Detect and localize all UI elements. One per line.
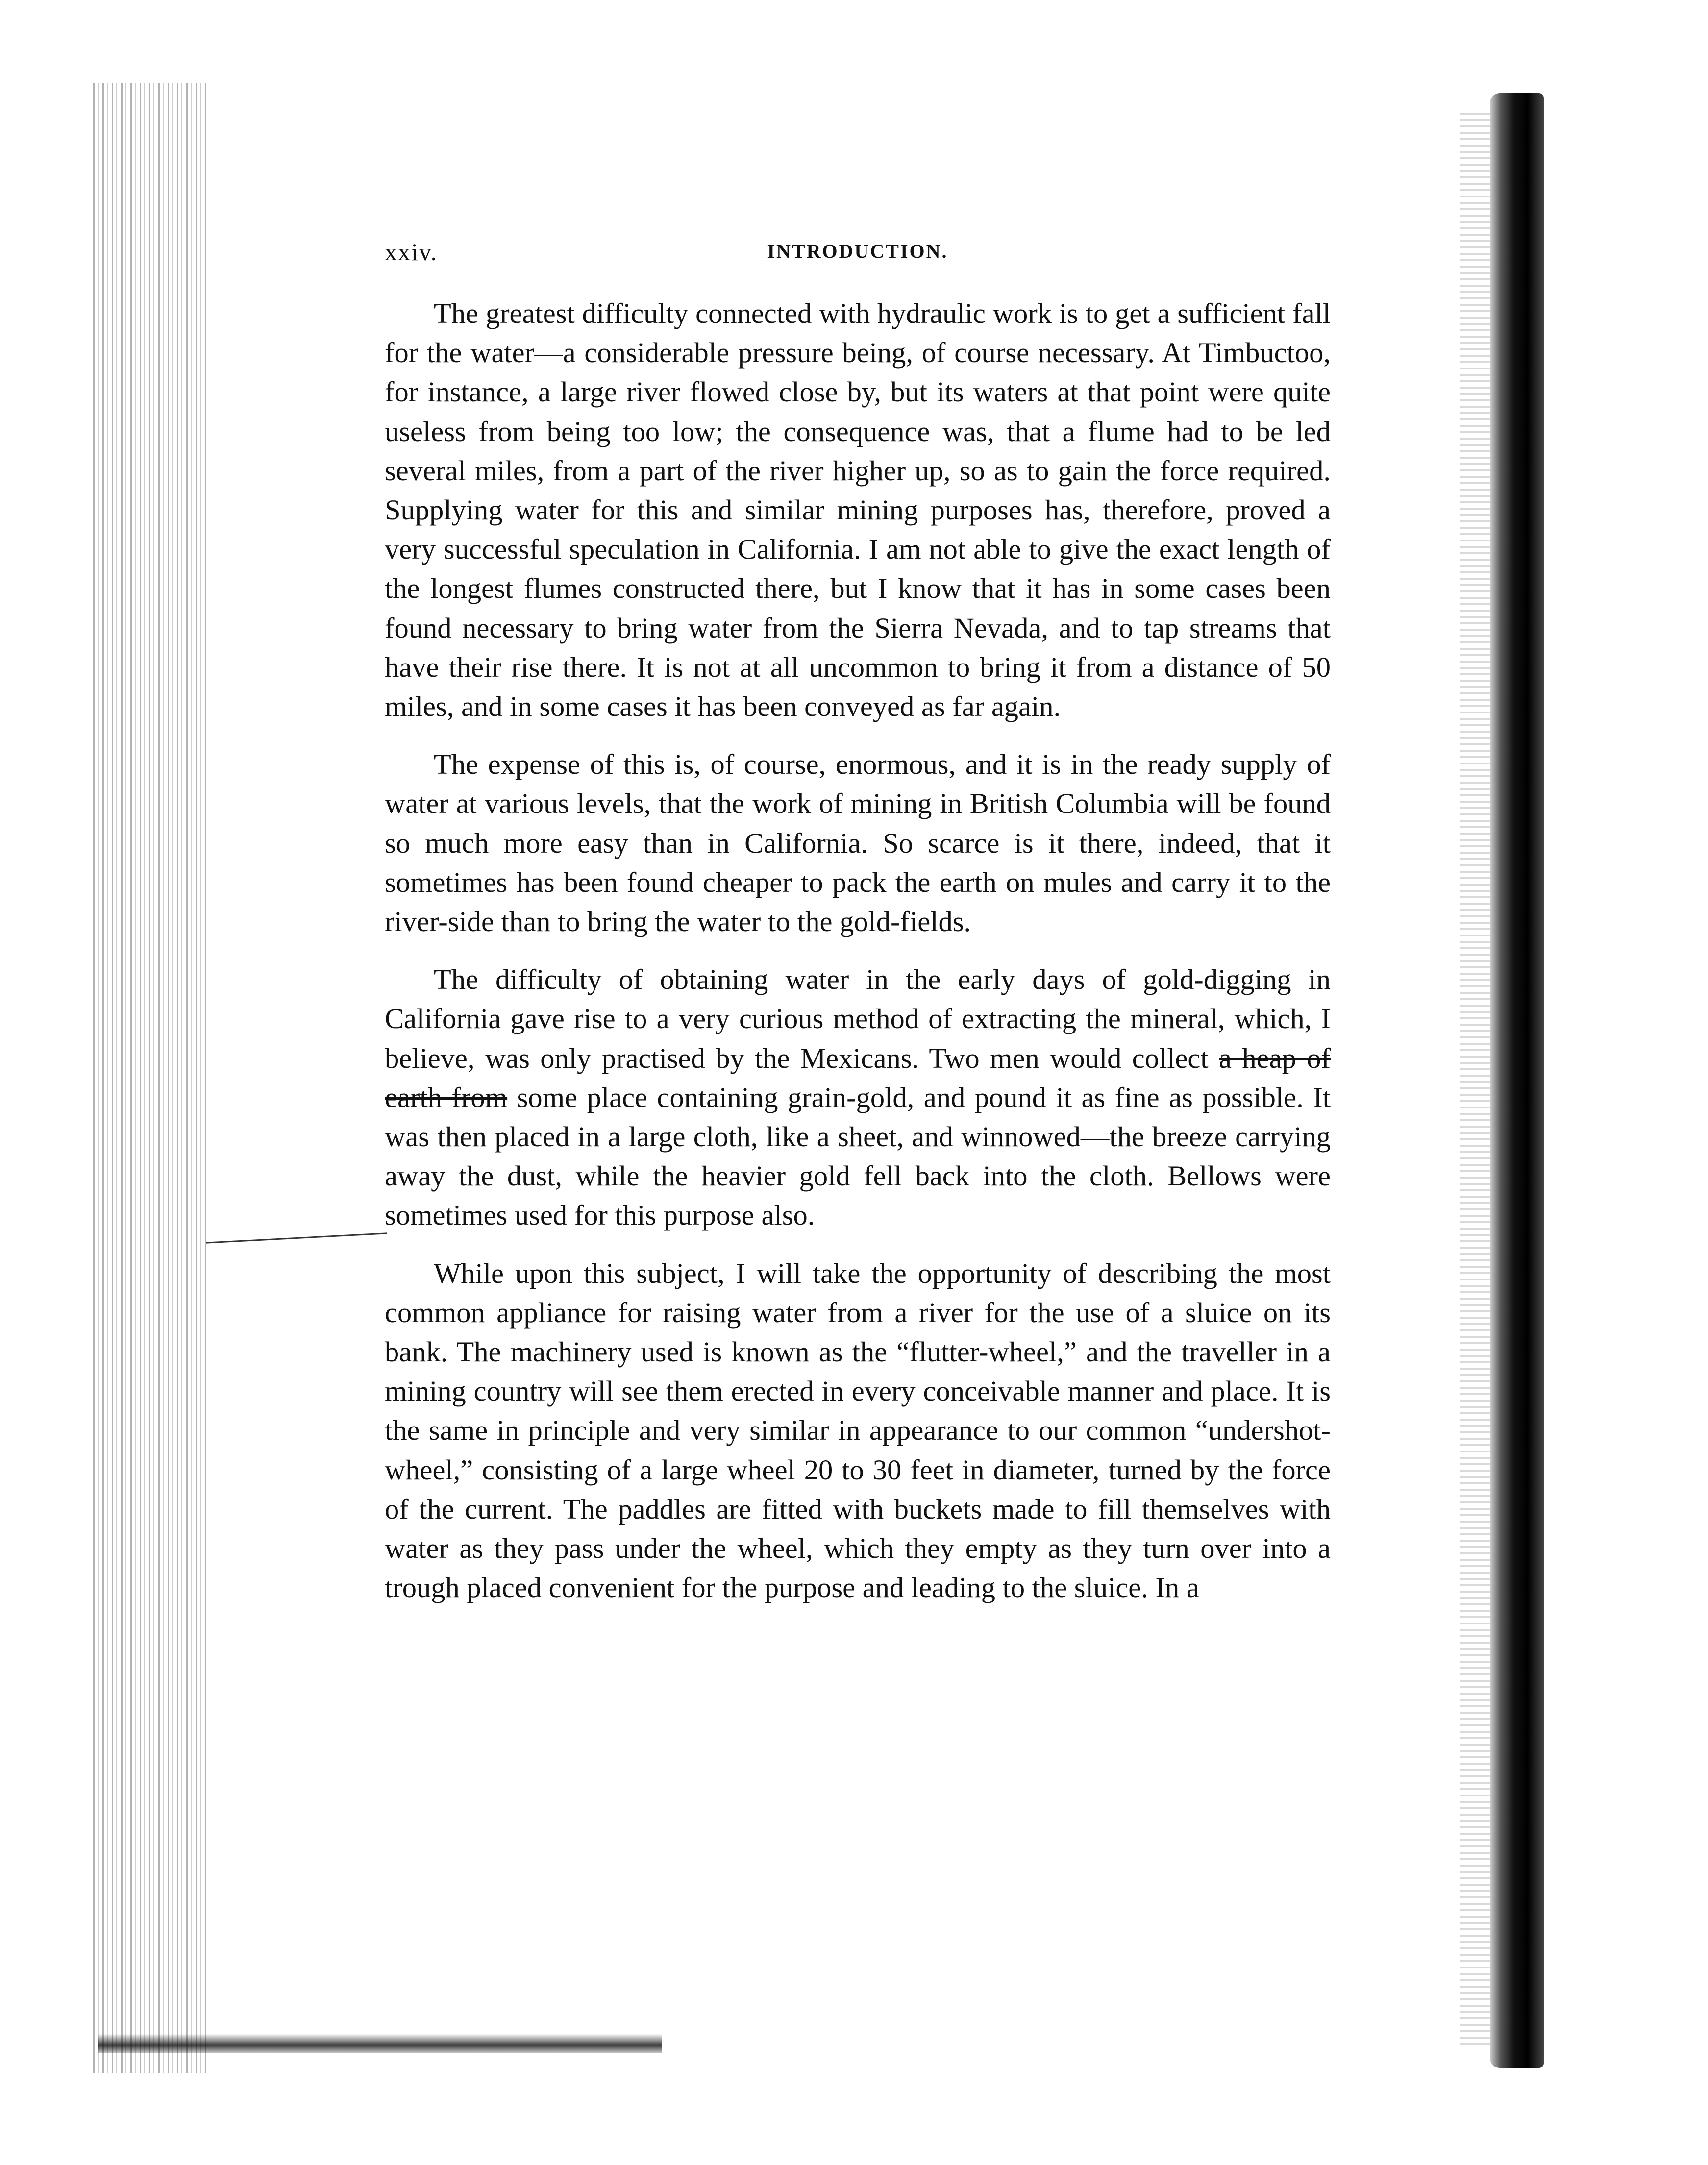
body-text xyxy=(385,294,1331,1626)
paragraph-2: The expense of this is, of course, enormous, and it is in the ready supply of water at various levels, that the work of mining in British Columbia will be found so much more easy than in California. So scarce is it there, indeed, that it sometimes has been found cheaper to pack the earth on mules and carry it to the river-side than to bring the water to the gold-fields. xyxy=(385,748,1331,938)
paragraph-4: While upon this subject, I will take the opportunity of describing the most common appliance for raising water from a river for the use of a sluice on its bank. The machinery used is known as the “flutter-wheel,” and the traveller in a mining country will see them erected in every conceivable manner and place. It is the same in principle and very similar in appearance to our common “undershot-wheel,” consisting of a large wheel 20 to 30 feet in diameter, turned by the force of the current. The paddles are fitted with buckets made to fill themselves with water as they pass under the wheel, which they empty as they turn over into a trough placed convenient for the purpose and leading to the sluice. In a xyxy=(385,1257,1331,1604)
struck-through-text: a heap of earth from xyxy=(385,1042,1331,1113)
scan-left-spine-artifact xyxy=(93,83,206,2073)
paragraph-3-part-2: some place containing grain-gold, and pound it as fine as possible. It was then placed in a large cloth, like a sheet, and winnowed—the breeze carrying away the dust, while the heavier gold fell back into the cloth. Bellows were sometimes used for this purpose also. xyxy=(385,1081,1331,1231)
paragraph-3 xyxy=(385,960,1331,1235)
scan-bottom-edge-artifact xyxy=(98,2034,662,2053)
running-head xyxy=(385,238,1331,272)
page-number: xxiv. xyxy=(385,238,438,266)
scan-right-edge-artifact xyxy=(1490,93,1544,2068)
paragraph-1: The greatest difficulty connected with hydraulic work is to get a sufficient fall for the water—a considerable pressure being, of course necessary. At Timbuctoo, for instance, a large river flowed close by, but its waters at that point were quite useless from being too low; the consequence was, that a flume had to be led several miles, from a part of the river higher up, so as to gain the force required. Supplying water for this and similar mining purposes has, therefore, proved a very successful speculation in California. I am not able to give the exact length of the longest flumes constructed there, but I know that it has in some cases been found necessary to bring water from the Sierra Nevada, and to tap streams that have their rise there. It is not at all uncommon to bring it from a distance of 50 miles, and in some cases it has been conveyed as far again. xyxy=(385,297,1331,723)
scan-stray-mark xyxy=(206,1232,387,1243)
paragraph-3-part-1: The difficulty of obtaining water in the early days of gold-digging in California gave rise to a very curious method of extracting the mineral, which, I believe, was only practised by the Mexicans. Two men would collect xyxy=(385,963,1331,1074)
running-head-title: INTRODUCTION. xyxy=(767,240,948,262)
